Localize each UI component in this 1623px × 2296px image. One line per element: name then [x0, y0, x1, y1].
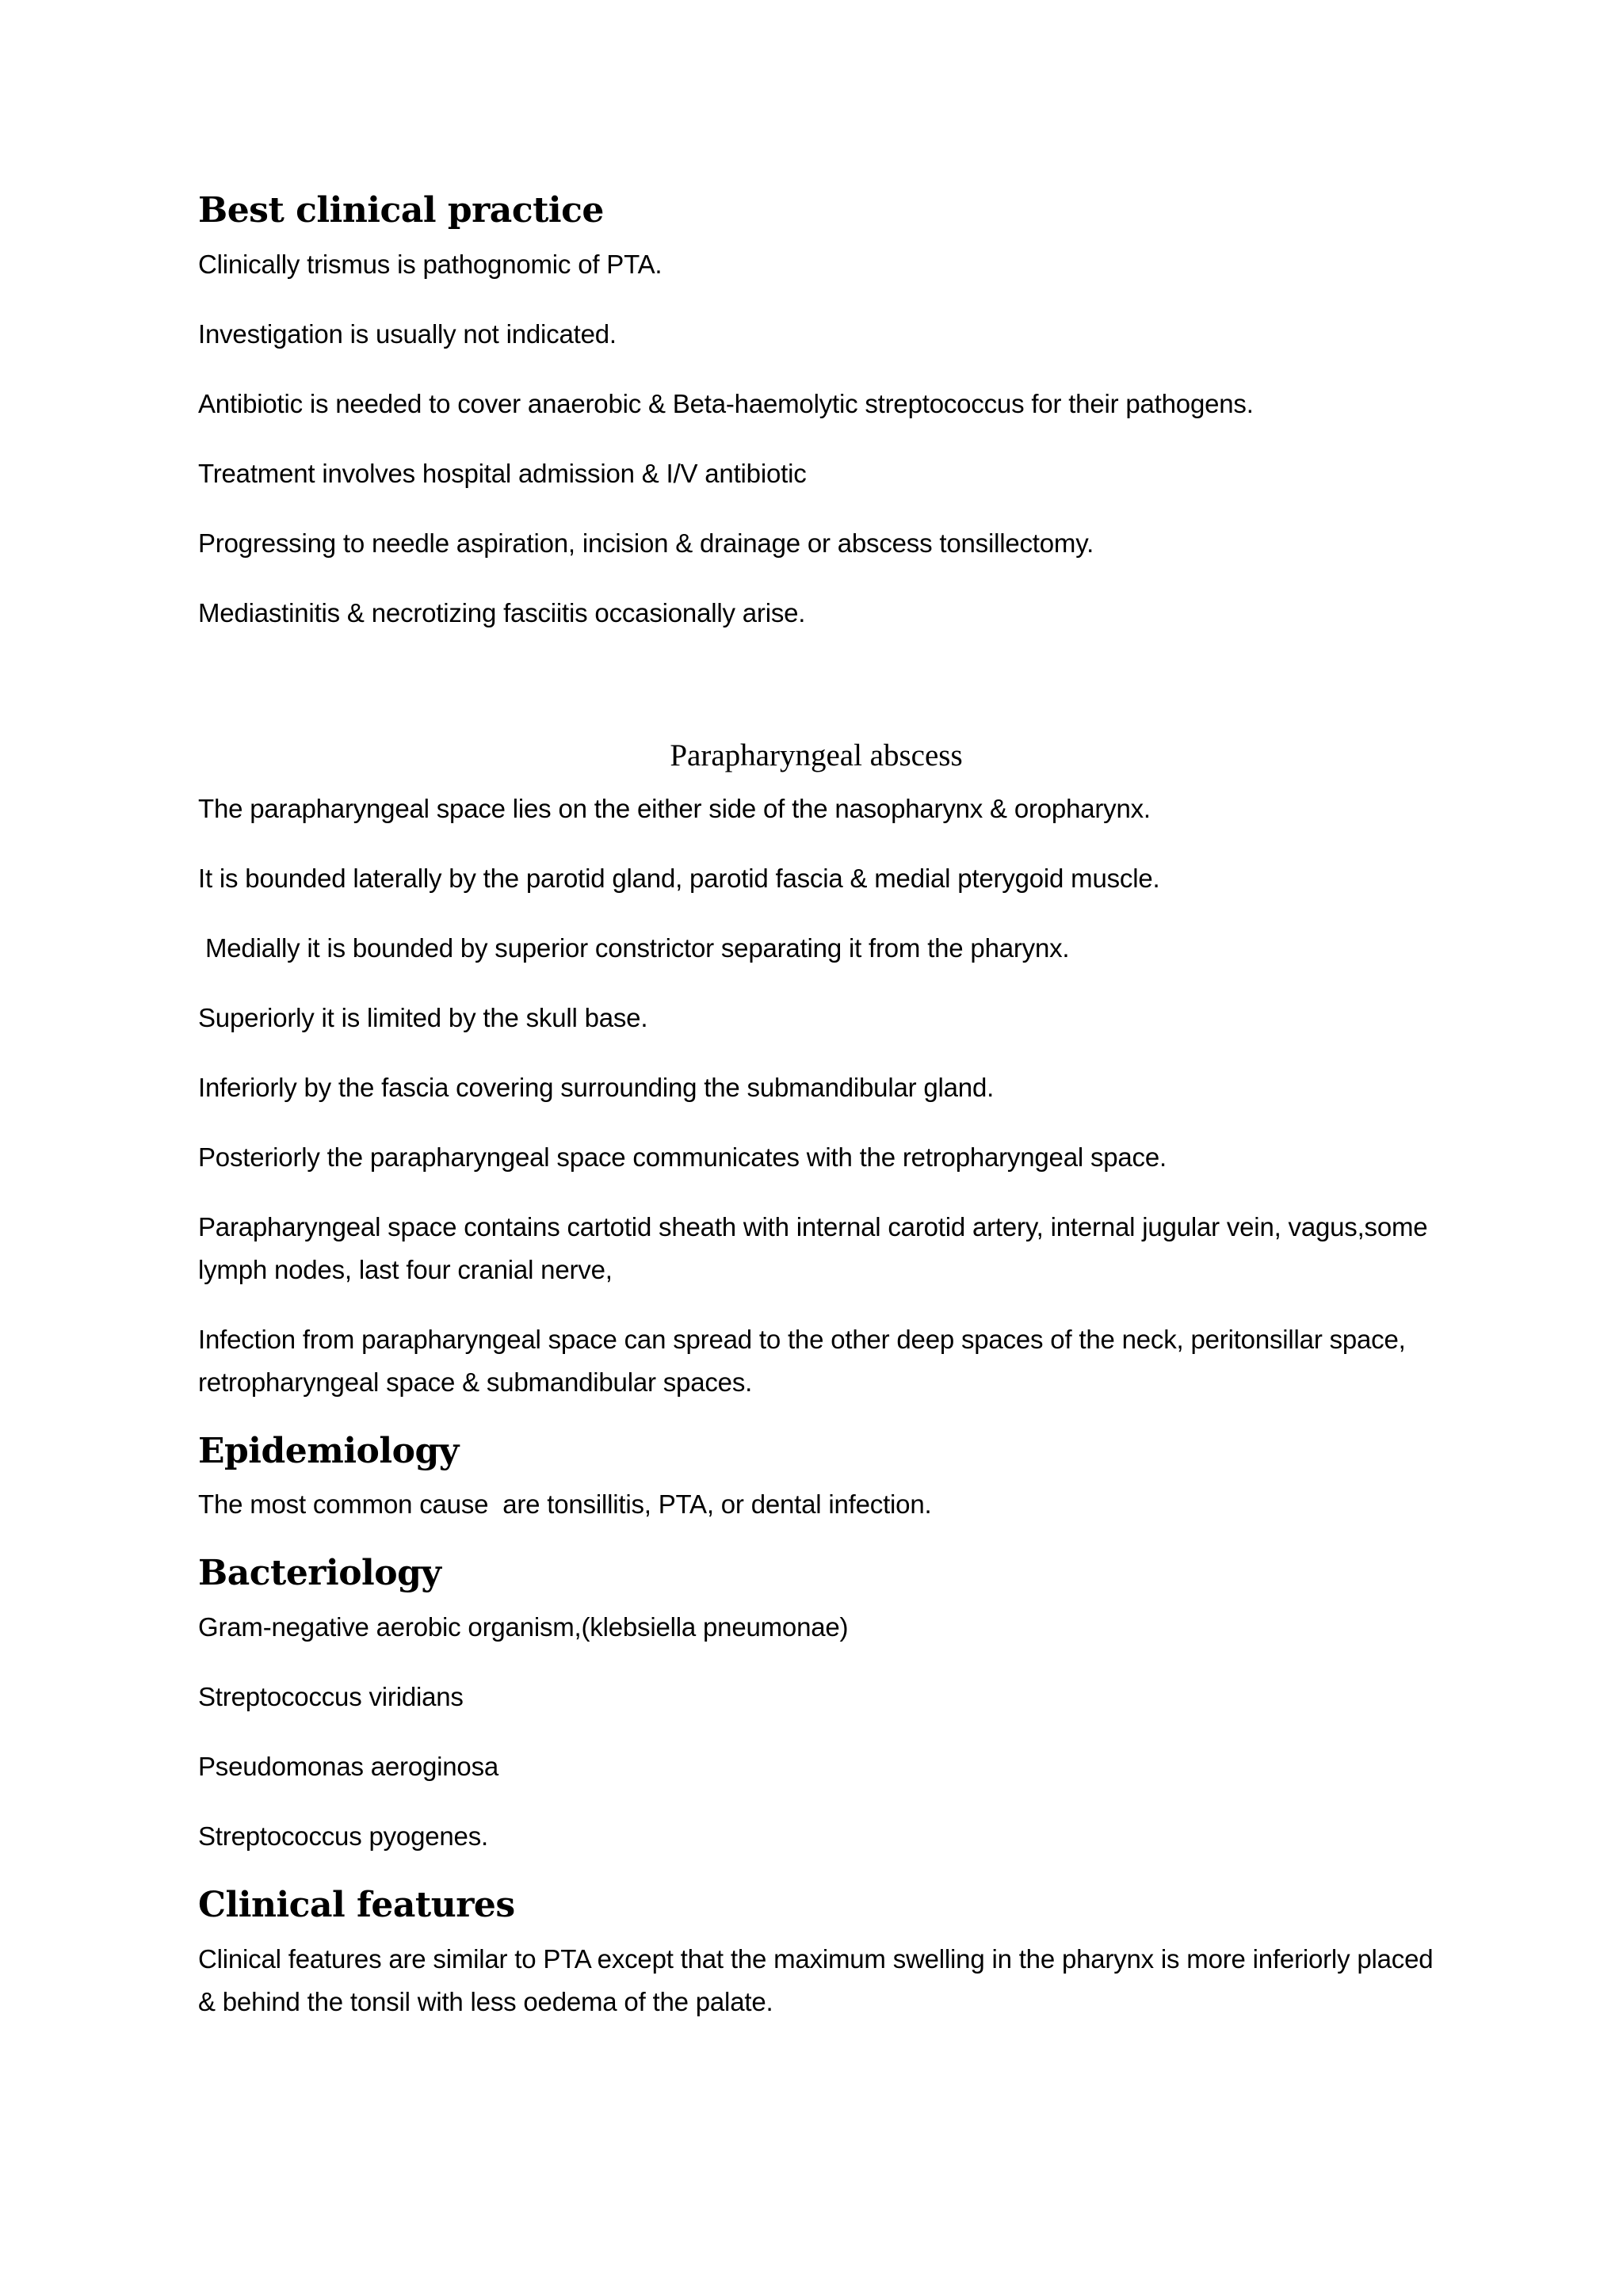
paragraph: It is bounded laterally by the parotid gland, parotid fascia & medial pterygoid muscle.: [198, 863, 1160, 893]
section-spacer: [198, 662, 1434, 738]
heading-best-clinical-practice: Best clinical practice: [198, 190, 604, 231]
heading-bacteriology: Bacteriology: [198, 1553, 441, 1594]
paragraph: Clinically trismus is pathognomic of PTA.: [198, 249, 663, 279]
heading-epidemiology: Epidemiology: [198, 1430, 459, 1471]
paragraph: The most common cause are tonsillitis, PTA, or dental infection.: [198, 1489, 932, 1520]
paragraph: Medially it is bounded by superior constrictor separating it from the pharynx.: [198, 933, 1070, 963]
paragraph: Mediastinitis & necrotizing fasciitis occasionally arise.: [198, 597, 806, 627]
paragraph: Treatment involves hospital admission & I/V antibiotic: [198, 458, 807, 488]
subtitle-parapharyngeal-abscess: Parapharyngeal abscess: [670, 738, 963, 772]
paragraph: Gram-negative aerobic organism,(klebsiella pneumonae): [198, 1612, 849, 1642]
paragraph: Streptococcus pyogenes.: [198, 1821, 488, 1852]
paragraph: Pseudomonas aeroginosa: [198, 1752, 499, 1782]
paragraph: Superiorly it is limited by the skull base.: [198, 1002, 648, 1032]
paragraph: Parapharyngeal space contains cartotid sheath with internal carotid artery, internal jugular vein, vagus,some lymph nodes, last four cranial nerve,: [198, 1211, 1428, 1284]
document-page: [198, 190, 1434, 2050]
paragraph: Inferiorly by the fascia covering surrounding the submandibular gland.: [198, 1072, 995, 1102]
paragraph: Progressing to needle aspiration, incision & drainage or abscess tonsillectomy.: [198, 528, 1094, 558]
paragraph: Infection from parapharyngeal space can spread to the other deep spaces of the neck, peritonsillar space, retropharyngeal space & submandibular spaces.: [198, 1324, 1406, 1397]
paragraph: Streptococcus viridians: [198, 1682, 464, 1712]
paragraph: Investigation is usually not indicated.: [198, 318, 617, 349]
paragraph: Antibiotic is needed to cover anaerobic & Beta-haemolytic streptococcus for their pathogens.: [198, 388, 1254, 418]
paragraph: The parapharyngeal space lies on the either side of the nasopharynx & oropharynx.: [198, 793, 1151, 823]
heading-clinical-features: Clinical features: [198, 1885, 515, 1926]
paragraph: Clinical features are similar to PTA except that the maximum swelling in the pharynx is more inferiorly placed & behind the tonsil with less oedema of the palate.: [198, 1943, 1434, 2016]
paragraph: Posteriorly the parapharyngeal space communicates with the retropharyngeal space.: [198, 1142, 1167, 1172]
